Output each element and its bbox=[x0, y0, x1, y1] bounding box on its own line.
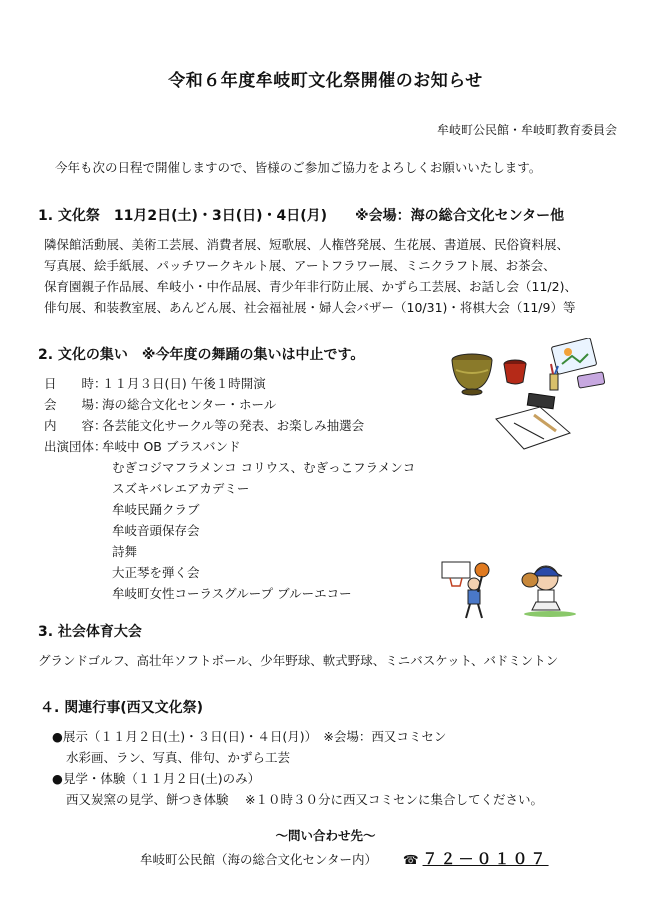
page-title: 令和６年度牟岐町文化祭開催のお知らせ bbox=[168, 71, 483, 91]
painting-icon bbox=[548, 338, 608, 392]
organizer: 牟岐町公民館・牟岐町教育委員会 bbox=[436, 123, 617, 137]
date-label: 日 時： bbox=[44, 376, 107, 391]
section1-line: 隣保館活動展、美術工芸展、消費者展、短歌展、人権啓発展、生花展、書道展、民俗資料展、 bbox=[44, 237, 570, 252]
venue-label: 会 場： bbox=[44, 397, 107, 412]
content-value: 各芸能文化サークル等の発表、お楽しみ抽選会 bbox=[102, 418, 365, 433]
event-detail: 水彩画、ラン、写真、俳句、かずら工芸 bbox=[66, 750, 291, 765]
section4-heading: ４. 関連行事(西又文化祭) bbox=[40, 700, 203, 716]
event-item: ●展示（１１月２日(土)・３日(日)・４日(月)） ※会場：西又コミセン bbox=[52, 729, 447, 744]
performer-item: スズキバレエアカデミー bbox=[112, 481, 250, 496]
section3-text: グランドゴルフ、高壮年ソフトボール、少年野球、軟式野球、ミニバスケット、バドミントン bbox=[38, 653, 559, 668]
phone-number: ７２－０１０７ bbox=[422, 850, 549, 868]
section4-body bbox=[52, 726, 543, 810]
performer-item: 牟岐民踊クラブ bbox=[112, 502, 200, 517]
section1-line: 写真展、絵手紙展、パッチワークキルト展、アートフラワー展、ミニクラフト展、お茶会、 bbox=[44, 258, 556, 273]
contact-line bbox=[140, 848, 549, 869]
cup-icon bbox=[500, 358, 530, 388]
basketball-player-icon bbox=[440, 560, 496, 622]
phone-icon: ☎ bbox=[402, 852, 419, 867]
performer-item: むぎコジマフラメンコ コリウス、むぎっこフラメンコ bbox=[112, 460, 416, 475]
date-value: １１月３日(日) 午後１時開演 bbox=[102, 376, 266, 391]
section2-body bbox=[44, 373, 415, 604]
contact-heading: ～問い合わせ先～ bbox=[275, 828, 376, 843]
performer-item: 牟岐音頭保存会 bbox=[112, 523, 200, 538]
venue-value: 海の総合文化センター・ホール bbox=[102, 397, 277, 412]
tea-bowl-icon bbox=[448, 352, 496, 396]
event-item: ●見学・体験（１１月２日(土)のみ） bbox=[52, 771, 261, 786]
baseball-player-icon bbox=[520, 560, 580, 618]
intro-text: 今年も次の日程で開催しますので、皆様のご参加ご協力をよろしくお願いいたします。 bbox=[55, 160, 542, 175]
section1-heading: 1. 文化祭 11月2日(土)・3日(日)・4日(月) ※会場：海の総合文化センター他 bbox=[38, 208, 565, 224]
content-label: 内 容： bbox=[44, 418, 107, 433]
section2-heading: 2. 文化の集い ※今年度の舞踊の集いは中止です。 bbox=[38, 347, 365, 363]
performer-item: 牟岐町女性コーラスグループ ブルーエコー bbox=[112, 586, 352, 601]
calligraphy-set-icon bbox=[494, 393, 574, 453]
performers-label: 出演団体： bbox=[44, 439, 107, 454]
event-detail: 西又炭窯の見学、餅つき体験 ※１０時３０分に西又コミセンに集合してください。 bbox=[66, 792, 543, 807]
section1-body bbox=[44, 234, 577, 318]
performer-item: 牟岐中 OB ブラスバンド bbox=[102, 439, 241, 454]
performer-item: 大正琴を弾く会 bbox=[112, 565, 200, 580]
section1-line: 俳句展、和装教室展、あんどん展、社会福祉展・婦人会バザー（10/31)・将棋大会（11/9）等 bbox=[44, 300, 576, 315]
contact-org: 牟岐町公民館（海の総合文化センター内） bbox=[140, 852, 378, 867]
performer-item: 詩舞 bbox=[112, 544, 138, 559]
section1-line: 保育園親子作品展、牟岐小・中作品展、青少年非行防止展、かずら工芸展、お話し会（11/2)、 bbox=[44, 279, 577, 294]
section3-heading: 3. 社会体育大会 bbox=[38, 624, 142, 640]
